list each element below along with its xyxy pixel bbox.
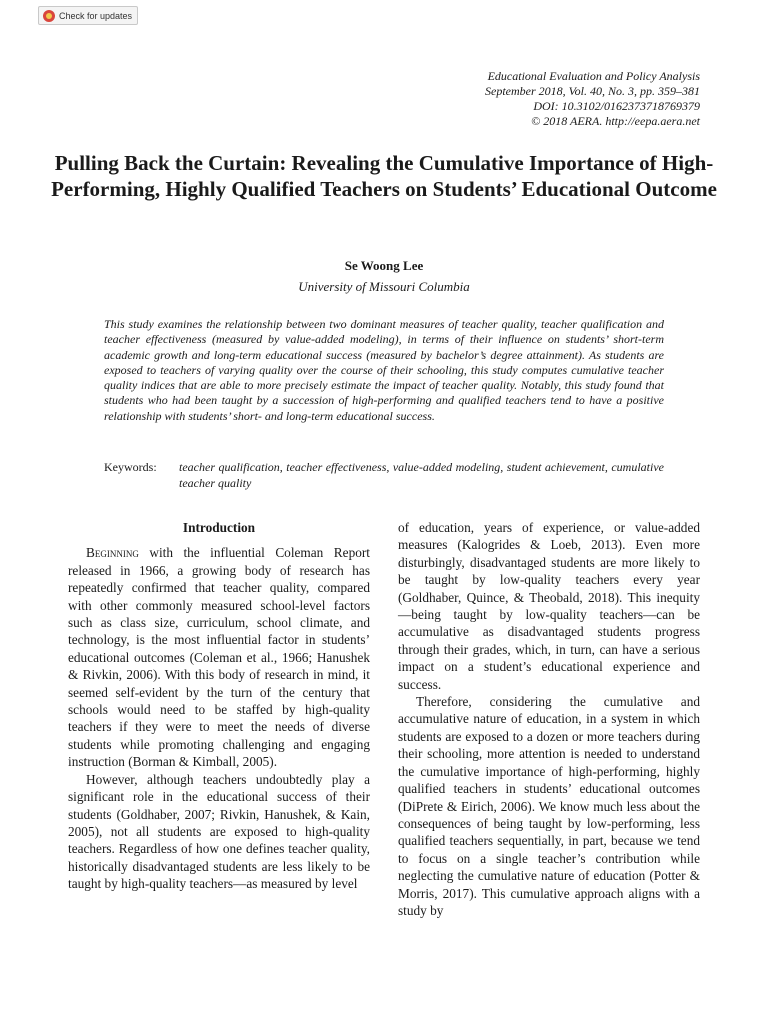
paper-title: Pulling Back the Curtain: Revealing the Cumulative Importance of High-Performing, Highly Qualified Teachers on Students’ Educational Outcome bbox=[51, 151, 717, 201]
paragraph-lead-word: Beginning bbox=[86, 545, 139, 561]
body-column-right bbox=[398, 519, 700, 919]
keywords bbox=[104, 459, 664, 491]
paragraph-text: with the influential Coleman Report released in 1966, a growing body of research has repeatedly confirmed that teacher quality, compared with other commonly measured school-level factors such as class size, curriculum, school climate, and technology, is the most influential factor in students’ educational outcomes (Coleman et al., 1966; Hanushek & Rivkin, 2006). With this body of research in mind, it seemed self-evident by the turn of the century that schools would need to be staffed by high-quality teachers if they were to meet the needs of diverse students while promoting challenging and engaging instruction (Borman & Kimball, 2005). bbox=[68, 545, 370, 770]
journal-header bbox=[485, 69, 700, 129]
check-for-updates-badge[interactable] bbox=[38, 6, 138, 25]
journal-copyright[interactable]: © 2018 AERA. http://eepa.aera.net bbox=[531, 114, 700, 128]
body-column-left bbox=[68, 519, 370, 893]
body-paragraph: of education, years of experience, or value-added measures (Kalogrides & Loeb, 2013). Even more disturbingly, disadvantaged students are more likely to be taught by low-quality teachers every year (Goldhaber, Quince, & Theobald, 2018). This inequity—being taught by low-quality teachers—can be accumulative as disadvantaged students progress through their grades, which, in turn, can have a serious impact on a student’s educational experience and success. bbox=[398, 520, 700, 692]
check-for-updates-label: Check for updates bbox=[59, 10, 133, 21]
body-paragraph bbox=[68, 544, 370, 770]
body-paragraph: However, although teachers undoubtedly play a significant role in the educational success of their students (Goldhaber, 2007; Rivkin, Hanushek, & Kain, 2005), not all students are exposed to high-quality teachers. Regardless of how one defines teacher quality, historically disadvantaged students are less likely to be taught by high-quality teachers—as measured by level bbox=[68, 771, 370, 892]
author-affiliation: University of Missouri Columbia bbox=[298, 279, 470, 294]
crossmark-icon bbox=[43, 10, 55, 22]
abstract: This study examines the relationship between two dominant measures of teacher quality, teacher qualification and teacher effectiveness (measured by value-added modeling), in terms of their influence on students’ short-term academic growth and long-term educational success (measured by bachelor’s degree attainment). As students are exposed to teachers of varying quality over the course of their schooling, this study computes cumulative teacher quality indices that are able to more precisely estimate the impact of teacher quality. Notably, this study found that students who had been taught by a succession of high-performing and qualified teachers tend to have a positive relationship with students’ short- and long-term educational success. bbox=[104, 317, 664, 423]
keywords-label: Keywords: bbox=[104, 460, 157, 474]
journal-name: Educational Evaluation and Policy Analysis bbox=[487, 69, 700, 83]
keywords-list: teacher qualification, teacher effectiveness, value-added modeling, student achievement, cumulative teacher quality bbox=[179, 460, 664, 490]
journal-doi[interactable]: DOI: 10.3102/0162373718769379 bbox=[533, 99, 700, 113]
journal-issue: September 2018, Vol. 40, No. 3, pp. 359–381 bbox=[485, 84, 700, 98]
author-name: Se Woong Lee bbox=[344, 258, 424, 273]
section-heading-introduction: Introduction bbox=[182, 520, 256, 535]
body-paragraph: Therefore, considering the cumulative and accumulative nature of education, in a system in which students are exposed to a dozen or more teachers during their schooling, more attention is needed to understand the cumulative importance of high-performing, highly qualified teachers in students’ educational outcomes (DiPrete & Eirich, 2006). We know much less about the consequences of being taught by low-performing, less qualified teachers sequentially, in part, because we tend to focus on a single teacher’s contribution while neglecting the cumulative nature of education (Potter & Morris, 2017). This cumulative approach aligns with a study by bbox=[398, 694, 700, 918]
